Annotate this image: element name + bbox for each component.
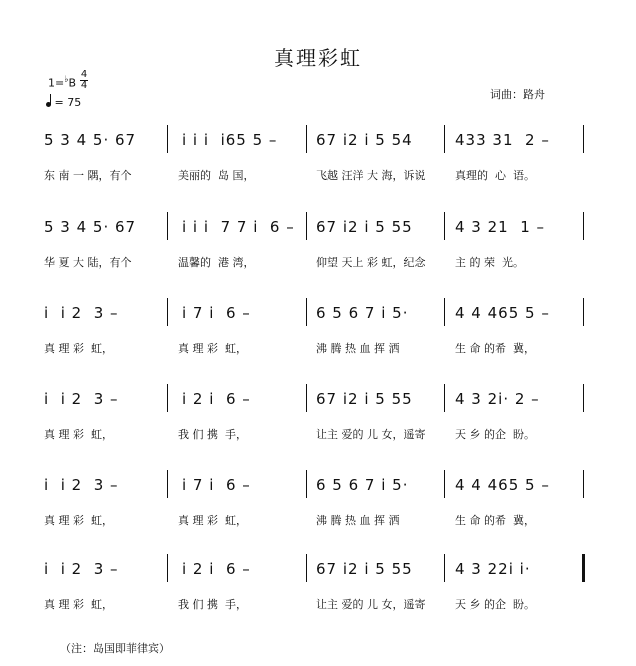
lyric-line: 让主 爱的 儿 女，遥寄 [316, 428, 426, 441]
music-system-1 [0, 131, 636, 201]
key-prefix: 1= [48, 76, 65, 90]
lyric-line: 真 理 彩 虹， [44, 514, 113, 527]
measure: i i 2 3 – [44, 390, 119, 408]
song-title: 真理彩虹 [274, 46, 362, 70]
lyric-line: 真 理 彩 虹， [44, 598, 113, 611]
lyric-line: 我 们 携 手， [178, 598, 247, 611]
lyric-line: 真 理 彩 虹， [178, 342, 247, 355]
tempo-marking [46, 96, 81, 109]
music-system-6 [0, 560, 636, 630]
measure: i i 2 3 – [44, 560, 119, 578]
music-system-2 [0, 218, 636, 288]
measure: 67 i2 i 5 55 [316, 218, 413, 236]
time-top: 4 [80, 69, 88, 80]
lyric-line: 真 理 彩 虹， [178, 514, 247, 527]
lyric-line: 真理的 心 语。 [455, 169, 535, 182]
composer-credit: 词曲：路舟 [490, 88, 545, 101]
lyric-line: 东 南 一 隅，有个 [44, 169, 132, 182]
lyric-line: 温馨的 港 湾， [178, 256, 255, 269]
lyric-line: 真 理 彩 虹， [44, 428, 113, 441]
music-system-4 [0, 390, 636, 460]
lyric-line: 沸 腾 热 血 挥 洒 [316, 342, 400, 355]
lyric-line: 沸 腾 热 血 挥 洒 [316, 514, 400, 527]
key-letter: B [68, 76, 77, 90]
final-barline [582, 554, 585, 582]
flat-sign: ♭ [64, 75, 69, 85]
lyric-line: 华 夏 大 陆，有个 [44, 256, 132, 269]
measure: i i i 7 7 i 6 – [182, 218, 295, 236]
measure: 433 31 2 – [455, 131, 550, 149]
measure: 4 3 21 1 – [455, 218, 546, 236]
measure: 67 i2 i 5 55 [316, 560, 413, 578]
measure: 6 5 6 7 i 5· [316, 476, 409, 494]
measure: i 7 i 6 – [182, 304, 251, 322]
time-bottom: 4 [80, 80, 88, 91]
measure: 5 3 4 5· 67 [44, 218, 137, 236]
lyric-line: 美丽的 岛 国， [178, 169, 255, 182]
music-system-3 [0, 304, 636, 374]
measure: i 7 i 6 – [182, 476, 251, 494]
measure: 4 4 465 5 – [455, 476, 550, 494]
lyric-line: 让主 爱的 儿 女，遥寄 [316, 598, 426, 611]
measure: 4 3 2i· 2 – [455, 390, 540, 408]
quarter-note-icon [46, 102, 51, 107]
measure: 4 3 22i i· [455, 560, 531, 578]
measure: i i 2 3 – [44, 304, 119, 322]
lyric-line: 主 的 荣 光。 [455, 256, 524, 269]
measure: 67 i2 i 5 54 [316, 131, 413, 149]
measure: i i 2 3 – [44, 476, 119, 494]
lyric-line: 天 乡 的企 盼。 [455, 428, 535, 441]
lyric-line: 我 们 携 手， [178, 428, 247, 441]
lyric-line: 飞越 汪洋 大 海，诉说 [316, 169, 426, 182]
tempo-value: = 75 [54, 96, 82, 109]
measure: i 2 i 6 – [182, 390, 251, 408]
music-system-5 [0, 476, 636, 546]
lyric-line: 仰望 天上 彩 虹，纪念 [316, 256, 426, 269]
lyric-line: 生 命 的希 冀， [455, 514, 535, 527]
measure: i i i i65 5 – [182, 131, 278, 149]
measure: 6 5 6 7 i 5· [316, 304, 409, 322]
measure: 5 3 4 5· 67 [44, 131, 137, 149]
lyric-line: 生 命 的希 冀， [455, 342, 535, 355]
time-signature [80, 70, 88, 91]
measure: 4 4 465 5 – [455, 304, 550, 322]
lyric-line: 天 乡 的企 盼。 [455, 598, 535, 611]
lyric-line: 真 理 彩 虹， [44, 342, 113, 355]
footnote: （注：岛国即菲律宾） [60, 642, 170, 655]
measure: 67 i2 i 5 55 [316, 390, 413, 408]
measure: i 2 i 6 – [182, 560, 251, 578]
